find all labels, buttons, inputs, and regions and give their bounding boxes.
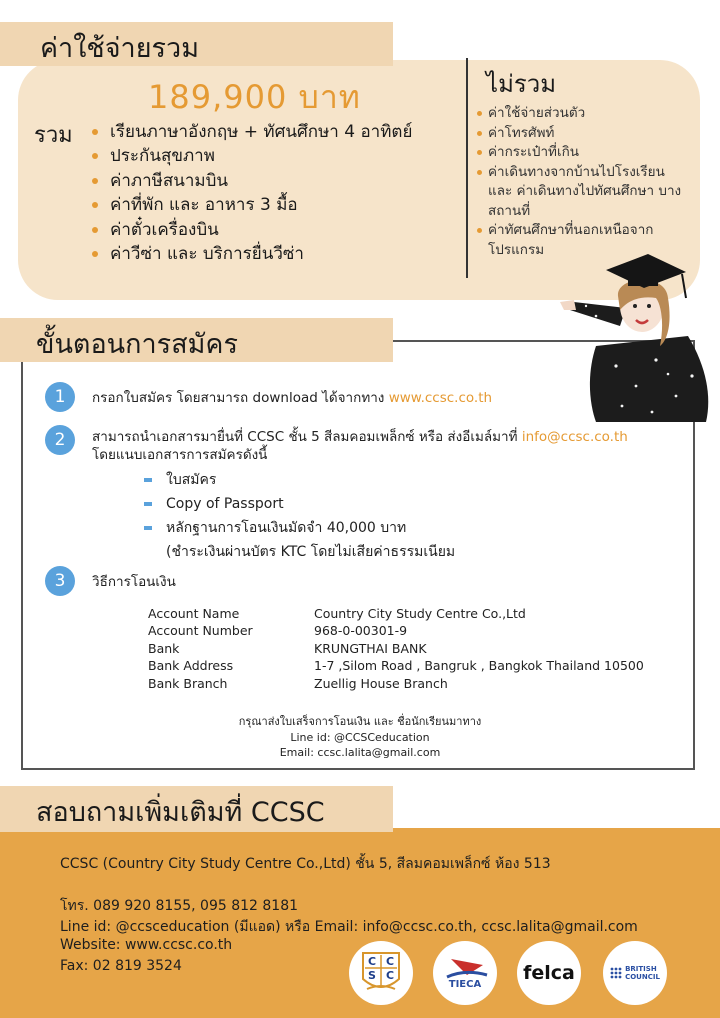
british-council-text: BRITISH xyxy=(625,965,657,973)
tieca-logo xyxy=(433,941,497,1005)
ccsc-letter: C xyxy=(385,955,395,968)
graduate-illustration xyxy=(556,236,720,422)
account-label: Account Name xyxy=(148,606,240,621)
step-1-badge: 1 xyxy=(45,382,75,412)
step-2-text-line2: โดยแนบเอกสารการสมัครดังนี้ xyxy=(92,447,268,463)
steps-title: ขั้นตอนการสมัคร xyxy=(36,329,238,360)
account-value: Zuellig House Branch xyxy=(314,675,448,691)
tieca-text: TIECA xyxy=(448,979,482,990)
ktc-note: (ชำระเงินผ่านบัตร KTC โดยไม่เสียค่าธรรมเนียม xyxy=(166,544,456,560)
document-item: ใบสมัคร xyxy=(142,471,406,489)
account-row xyxy=(148,640,644,657)
excluded-item: ค่าโทรศัพท์ xyxy=(476,124,691,144)
website-link[interactable]: www.ccsc.co.th xyxy=(388,390,493,406)
account-value: KRUNGTHAI BANK xyxy=(314,640,427,656)
excluded-item: ค่าเดินทางจากบ้านไปโรงเรียน และ ค่าเดินทางไปทัศนศึกษา บางสถานที่ xyxy=(476,163,691,222)
email-link[interactable]: info@ccsc.co.th xyxy=(521,429,628,445)
excluded-item: ค่ากระเป๋าที่เกิน xyxy=(476,143,691,163)
cost-divider xyxy=(466,58,468,278)
excluded-title: ไม่รวม xyxy=(486,70,557,98)
cost-price: 189,900 บาท xyxy=(148,78,361,116)
step-2-badge: 2 xyxy=(45,425,75,455)
included-item: ประกันสุขภาพ xyxy=(90,144,462,168)
felca-text: felca xyxy=(523,962,575,984)
step-3-badge: 3 xyxy=(45,566,75,596)
cost-title: ค่าใช้จ่ายรวม xyxy=(40,33,199,64)
included-item: ค่าภาษีสนามบิน xyxy=(90,169,462,193)
account-label: Bank Branch xyxy=(148,675,228,691)
ccsc-logo-mark xyxy=(357,949,405,997)
included-item: ค่าวีซ่า และ บริการยื่นวีซ่า xyxy=(90,242,462,266)
ps-line-id: Line id: @CCSCeducation xyxy=(290,730,430,744)
contact-address: CCSC (Country City Study Centre Co.,Ltd) ชั้น 5, สีลมคอมเพล็กซ์ ห้อง 513 xyxy=(60,856,551,872)
documents-list xyxy=(142,471,406,543)
ccsc-letter: C xyxy=(385,969,395,982)
contact-phone: โทร. 089 920 8155, 095 812 8181 xyxy=(60,898,299,914)
step-1-label: กรอกใบสมัคร โดยสามารถ download ได้จากทาง xyxy=(92,390,389,406)
account-row xyxy=(148,605,644,622)
cost-total-label: รวม xyxy=(34,123,73,148)
contact-line-email: Line id: @ccsceducation (มีแอด) หรือ Email: info@ccsc.co.th, ccsc.lalita@gmail.com xyxy=(60,919,638,935)
step-3-text: วิธีการโอนเงิน xyxy=(92,574,176,590)
contact-title: สอบถามเพิ่มเติมที่ CCSC xyxy=(36,797,325,828)
included-item: ค่าตั๋วเครื่องบิน xyxy=(90,218,462,242)
ccsc-letter: C xyxy=(367,955,377,968)
excluded-item: ค่าทัศนศึกษาที่นอกเหนือจาก โปรแกรม xyxy=(476,221,691,260)
payment-instructions xyxy=(160,714,560,761)
contact-fax: Fax: 02 819 3524 xyxy=(60,958,182,974)
step-2-text-line1 xyxy=(92,428,628,446)
excluded-item: ค่าใช้จ่ายส่วนตัว xyxy=(476,104,691,124)
ps-line: กรุณาส่งใบเสร็จการโอนเงิน และ ชื่อนักเรียนมาทาง xyxy=(238,715,482,728)
document-item: หลักฐานการโอนเงินมัดจำ 40,000 บาท xyxy=(142,519,406,537)
account-label: Account Number xyxy=(148,623,253,639)
included-item: ค่าที่พัก และ อาหาร 3 มื้อ xyxy=(90,193,462,217)
british-council-text: COUNCIL xyxy=(625,973,660,981)
account-value: Country City Study Centre Co.,Ltd xyxy=(314,606,526,621)
ccsc-letter: S xyxy=(368,969,376,982)
account-value: 1-7 ,Silom Road , Bangruk , Bangkok Thailand 10500 xyxy=(314,658,644,674)
included-item: เรียนภาษาอังกฤษ + ทัศนศึกษา 4 อาทิตย์ xyxy=(90,120,462,144)
account-label: Bank Address xyxy=(148,658,234,674)
account-row xyxy=(148,675,644,692)
dots-icon xyxy=(610,967,622,979)
ps-email: Email: ccsc.lalita@gmail.com xyxy=(279,746,441,759)
british-council-mark xyxy=(610,965,660,981)
british-council-logo xyxy=(603,941,667,1005)
ccsc-logo xyxy=(349,941,413,1005)
account-label: Bank xyxy=(148,640,180,656)
step-1-text xyxy=(92,389,492,407)
contact-website: Website: www.ccsc.co.th xyxy=(60,937,233,953)
felca-logo xyxy=(517,941,581,1005)
document-item: Copy of Passport xyxy=(142,495,406,513)
account-row xyxy=(148,622,644,639)
included-list xyxy=(90,120,462,266)
tieca-logo-mark xyxy=(437,949,493,997)
step-2-label: สามารถนำเอกสารมายื่นที่ CCSC ชั้น 5 สีลมคอมเพล็กซ์ หรือ ส่งอีเมล์มาที่ xyxy=(92,429,522,445)
account-row xyxy=(148,657,644,674)
account-table xyxy=(148,605,644,692)
account-value: 968-0-00301-9 xyxy=(314,623,408,639)
